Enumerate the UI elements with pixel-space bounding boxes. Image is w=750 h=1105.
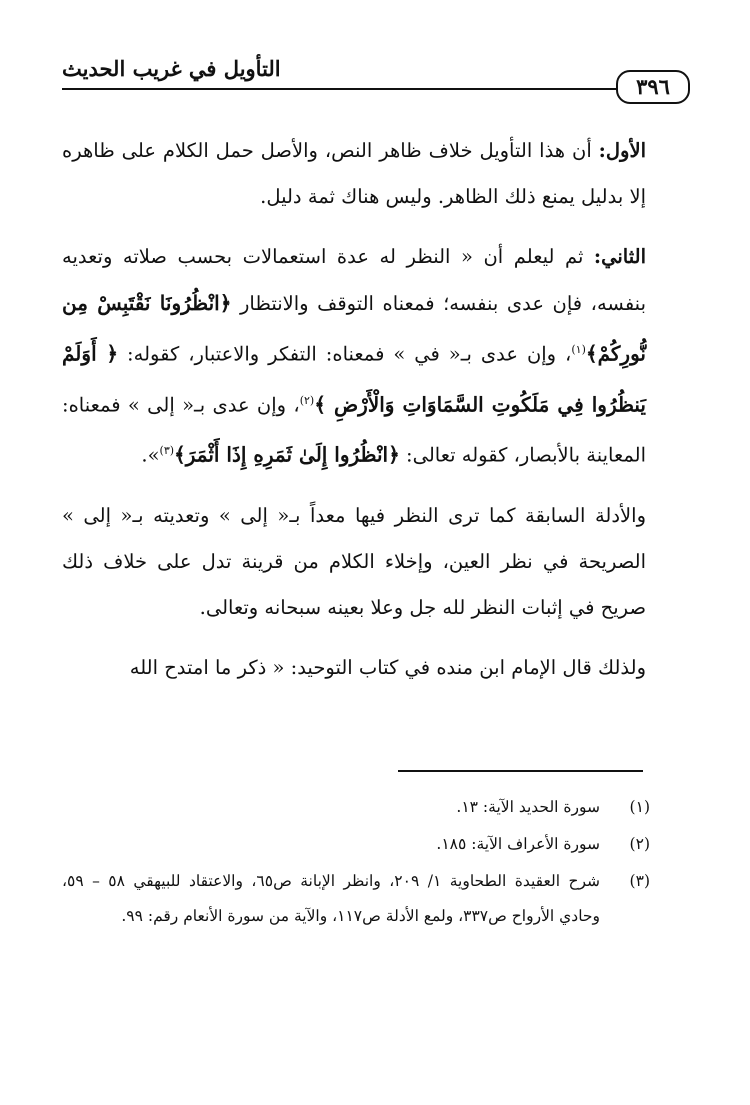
footnote-rule bbox=[398, 770, 643, 772]
paragraph-evidence bbox=[62, 493, 646, 631]
footnote-text: شرح العقيدة الطحاوية ١/ ٢٠٩، وانظر الإبانة ص٦٥، والاعتقاد للبيهقي ٥٨ – ٥٩، وحادي الأرواح ص٣٣٧، ولمع الأدلة ص١١٧، والآية من سورة الأنعام رقم: ٩٩. bbox=[62, 872, 600, 925]
running-title: التأويل في غريب الحديث bbox=[62, 56, 281, 81]
paragraph-text: أن هذا التأويل خلاف ظاهر النص، والأصل حمل الكلام على ظاهره إلا بدليل يمنع ذلك الظاهر. وليس هناك ثمة دليل. bbox=[62, 139, 646, 208]
quran-verse: ﴿انْظُرُونَا نَقْتَبِسْ مِن نُّورِكُمْ﴾ bbox=[62, 291, 646, 366]
quran-verse: ﴿ أَوَلَمْ يَنظُرُوا فِي مَلَكُوتِ السَّمَاوَاتِ وَالْأَرْضِ ﴾ bbox=[62, 341, 646, 416]
footnote-item bbox=[62, 864, 650, 934]
footnote-number: (١) bbox=[629, 798, 650, 816]
paragraph-label: الثاني: bbox=[593, 245, 646, 268]
main-text bbox=[62, 128, 646, 705]
paragraph-text: والأدلة السابقة كما ترى النظر فيها معداً بـ« إلى » وتعديته بـ« إلى » الصريحة في نظر العين، وإخلاء الكلام من قرينة تدل على خلاف ذلك صريح في إثبات النظر لله جل وعلا بعينه سبحانه وتعالى. bbox=[62, 503, 646, 619]
paragraph-second-point bbox=[62, 234, 646, 479]
quran-verse: ﴿انْظُرُوا إِلَىٰ ثَمَرِهِ إِذَا أَثْمَرَ﴾ bbox=[174, 442, 400, 467]
paragraph-ibn-mandah bbox=[62, 645, 646, 691]
paragraph-text: ولذلك قال الإمام ابن منده في كتاب التوحيد: « ذكر ما امتدح الله bbox=[129, 655, 646, 679]
footnote-ref: (٣) bbox=[159, 444, 175, 457]
footnote-item bbox=[62, 790, 650, 825]
footnote-ref: (١) bbox=[571, 343, 586, 356]
footnote-text: سورة الحديد الآية: ١٣. bbox=[456, 798, 600, 816]
page-header bbox=[62, 52, 670, 102]
footnote-number: (٢) bbox=[629, 835, 650, 853]
page-number: ٣٩٦ bbox=[616, 70, 690, 104]
paragraph-text: ، وإن عدى بـ« في » فمعناه: التفكر والاعتبار، كقوله: bbox=[127, 342, 572, 366]
paragraph-label: الأول: bbox=[598, 139, 646, 162]
paragraph-text: ، وإن عدى بـ« إلى » فمعناه: المعاينة بالأبصار، كقوله تعالى: bbox=[62, 393, 646, 467]
paragraph-first-point bbox=[62, 128, 646, 220]
paragraph-text: ». bbox=[141, 443, 160, 467]
paragraph-text: ثم ليعلم أن « النظر له عدة استعمالات بحسب صلاته وتعديه بنفسه، فإن عدى بنفسه؛ فمعناه التوقف والانتظار bbox=[62, 245, 646, 315]
footnote-number: (٣) bbox=[629, 872, 650, 890]
footnote-text: سورة الأعراف الآية: ١٨٥. bbox=[436, 835, 600, 853]
footnotes bbox=[62, 790, 650, 936]
footnote-ref: (٢) bbox=[299, 393, 315, 407]
footnote-item bbox=[62, 827, 650, 862]
header-rule bbox=[62, 88, 620, 90]
